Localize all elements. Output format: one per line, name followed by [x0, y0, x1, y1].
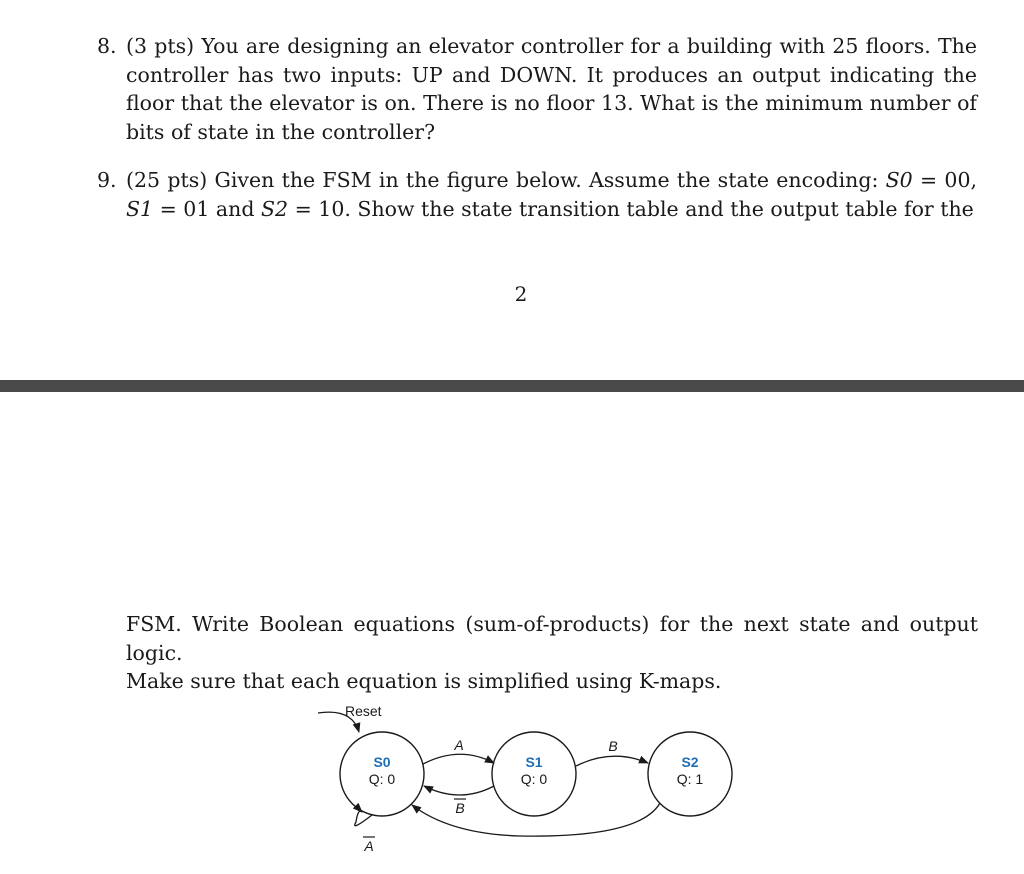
- problem-8-text: (3 pts) You are designing an elevator controller for a building with 25 floors. The controller has two inputs: UP and DOWN. It produces an output indicating the floor that the elevator is on. There is no floor 13. What is the minimum number of bits of state in the controller?: [126, 34, 977, 144]
- state-s0-name: S0: [373, 754, 391, 770]
- continuation-line-1: FSM. Write Boolean equations (sum-of-products) for the next state and output logic.: [126, 612, 978, 665]
- state-s1-encoding: = 01 and: [153, 196, 261, 221]
- state-s1-symbol: S1: [126, 196, 154, 221]
- state-s2-symbol: S2: [260, 196, 289, 221]
- state-s1-output: Q: 0: [520, 771, 548, 787]
- state-s2-encoding: = 10. Show the state transition table and the output table for the: [288, 196, 974, 221]
- problem-9-intro: (25 pts) Given the FSM in the figure below. Assume the state encoding:: [126, 168, 886, 192]
- transition-s1-s0-label: B: [455, 800, 465, 816]
- problem-8-number: 8.: [97, 34, 117, 58]
- state-s0-encoding: = 00,: [912, 168, 978, 192]
- state-s2-output: Q: 1: [676, 771, 704, 787]
- state-s1-name: S1: [525, 754, 543, 770]
- transition-s0-s1-label: A: [454, 737, 464, 753]
- state-s0-symbol: S0: [885, 168, 913, 192]
- problem-9-number: 9.: [97, 168, 117, 192]
- page-number: 2: [514, 282, 528, 306]
- state-s0-output: Q: 0: [368, 771, 396, 787]
- transition-s0-self-label: A: [364, 838, 374, 854]
- reset-label: Reset: [345, 703, 382, 719]
- transition-s1-s0: [424, 786, 494, 795]
- transition-s0-s1: [423, 754, 494, 764]
- state-s2-name: S2: [681, 754, 699, 770]
- transition-s1-s2: [576, 756, 648, 766]
- continuation-line-2: Make sure that each equation is simplified using K-maps.: [126, 669, 722, 693]
- transition-s1-s2-label: B: [608, 738, 618, 754]
